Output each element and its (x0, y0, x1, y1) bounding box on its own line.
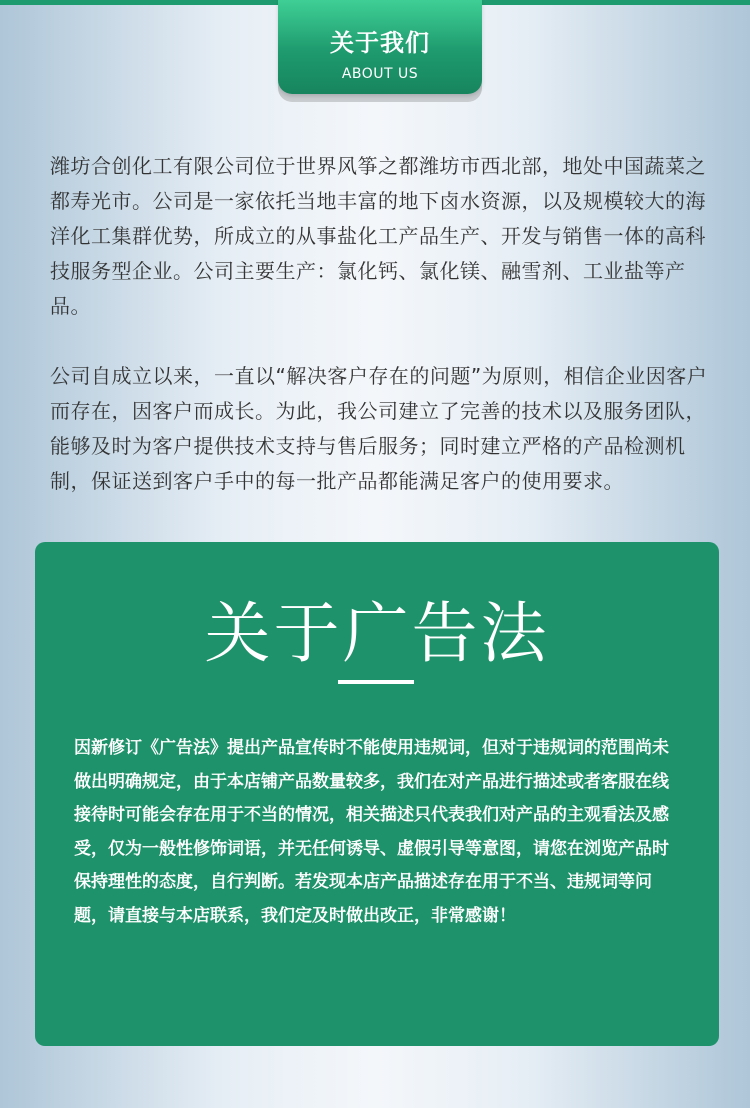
advertising-law-notice (35, 542, 719, 1046)
section-title: 关于我们 (330, 29, 430, 57)
notice-body: 因新修订《广告法》提出产品宣传时不能使用违规词，但对于违规词的范围尚未做出明确规定，由于本店铺产品数量较多，我们在对产品进行描述或者客服在线接待时可能会存在用于不当的情况，相关描述只代表我们对产品的主观看法及感受，仅为一般性修饰词语，并无任何诱导、虚假引导等意图，请您在浏览产品时保持理性的态度，自行判断。若发现本店产品描述存在用于不当、违规词等问题，请直接与本店联系，我们定及时做出改正，非常感谢！ (74, 738, 669, 926)
section-header-tab (278, 0, 482, 94)
company-introduction (50, 149, 718, 499)
intro-paragraph-1: 潍坊合创化工有限公司位于世界风筝之都潍坊市西北部，地处中国蔬菜之都寿光市。公司是一家依托当地丰富的地下卤水资源，以及规模较大的海洋化工集群优势，所成立的从事盐化工产品生产、开发与销售一体的高科技服务型企业。公司主要生产：氯化钙、氯化镁、融雪剂、工业盐等产品。 (50, 154, 706, 318)
notice-divider (338, 680, 414, 684)
section-subtitle: ABOUT US (341, 66, 419, 82)
intro-paragraph-2: 公司自成立以来，一直以“解决客户存在的问题”为原则，相信企业因客户而存在，因客户而成长。为此，我公司建立了完善的技术以及服务团队，能够及时为客户提供技术支持与售后服务；同时建立严格的产品检测机制，保证送到客户手中的每一批产品都能满足客户的使用要求。 (50, 364, 708, 493)
notice-title: 关于广告法 (204, 595, 550, 672)
